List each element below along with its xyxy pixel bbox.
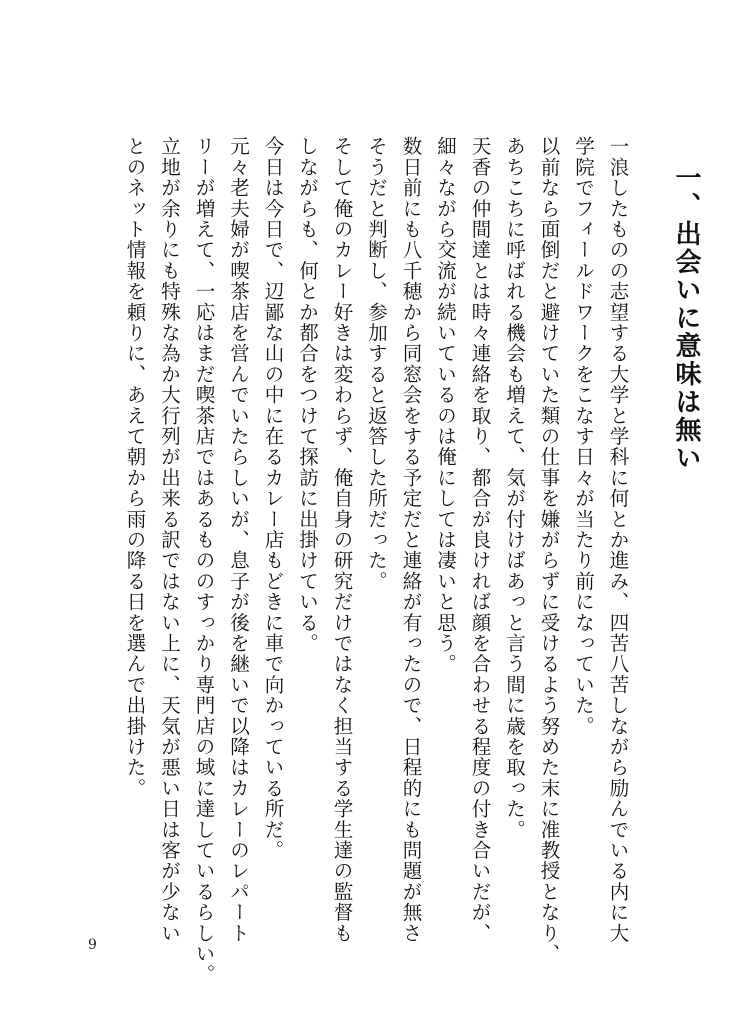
text-line: あちこちに呼ばれる機会も増えて、気が付けばあっと言う間に歳を取った。 (503, 136, 526, 840)
text-line: 一浪したものの志望する大学と学科に何とか進み、四苦八苦しながら励んでいる内に大 (606, 136, 630, 944)
vertical-text-block (117, 136, 703, 985)
text-line: 元々老夫婦が喫茶店を営んでいたらしいが、息子が後を継いで以降はカレーのレパート (227, 136, 250, 944)
text-line: 学院でフィールドワークをこなす日々が当たり前になっていた。 (572, 136, 595, 737)
text-line: そして俺のカレー好きは変わらず、俺自身の研究だけではなく担当する学生達の監督も (330, 136, 354, 944)
text-line: 以前なら面倒だと避けていた類の仕事を嫌がらずに受けるよう努めた末に准教授となり、 (537, 136, 561, 964)
text-line: 今日は今日で、辺鄙な山の中に在るカレー店もどきに車で向かっている所だ。 (261, 136, 285, 861)
text-line: しながらも、何とか都合をつけて探訪に出掛けている。 (296, 136, 319, 654)
text-line: リーが増えて、一応はまだ喫茶店ではあるもののすっかり専門店の域に達しているらしい。 (192, 136, 216, 985)
text-line: そうだと判断し、参加すると返答した所だった。 (365, 136, 388, 592)
text-line: 数日前にも八千穂から同窓会をする予定だと連絡が有ったので、日程的にも問題が無さ (399, 136, 423, 944)
text-line: 立地が余りにも特殊な為か大行列が出来る訳ではない上に、天気が悪い日は客が少ない (158, 136, 181, 944)
text-line: 細々ながら交流が続いているのは俺にしては凄いと思う。 (434, 136, 457, 675)
text-line: 天香の仲間達とは時々連絡を取り、都合が良ければ顔を合わせる程度の付き合いだが、 (468, 136, 492, 944)
chapter-title: 一、出会いに意味は無い (671, 164, 701, 472)
text-line: とのネット情報を頼りに、あえて朝から雨の降る日を選んで出掛けた。 (123, 136, 147, 799)
page-number: 9 (88, 937, 97, 953)
